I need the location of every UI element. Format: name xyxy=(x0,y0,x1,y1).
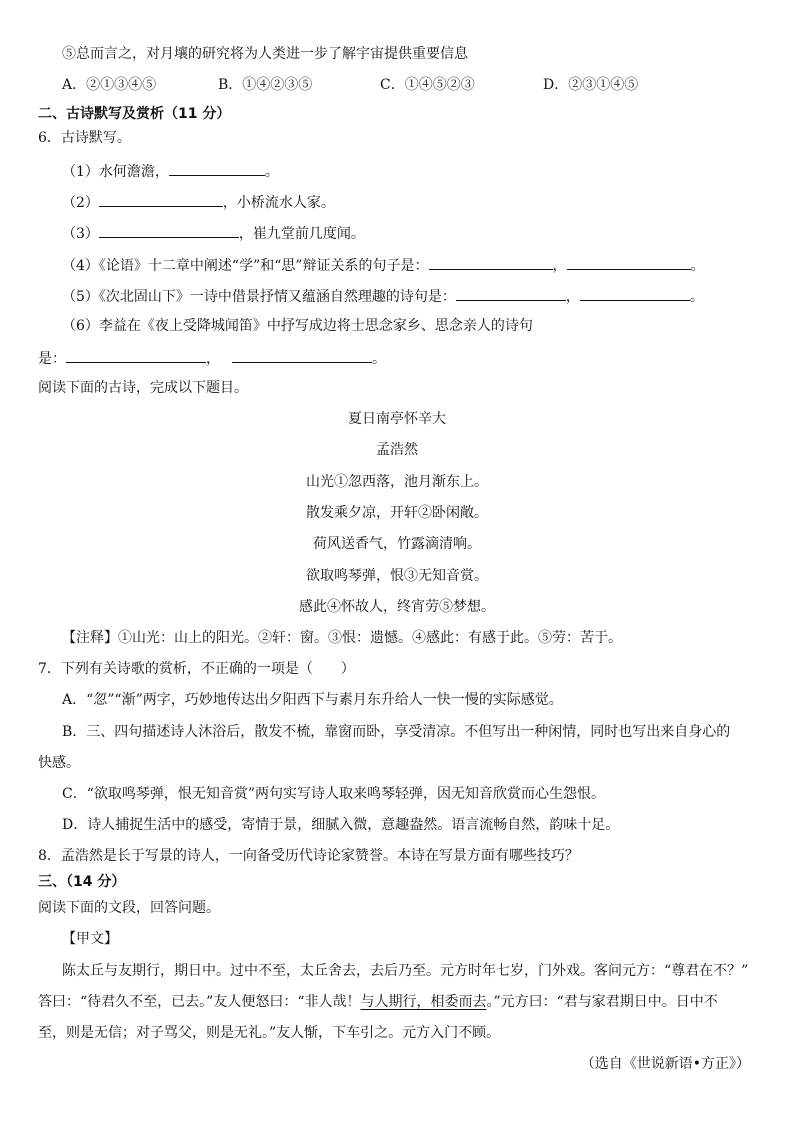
q5-item5: ⑤总而言之，对月壤的研究将为人类进一步了解宇宙提供重要信息 xyxy=(62,46,468,62)
answer-blank[interactable] xyxy=(456,285,566,301)
answer-blank[interactable] xyxy=(232,347,372,363)
q5-option-a[interactable]: A．②①③④⑤ xyxy=(62,77,157,93)
q6-line1: （1）水何澹澹， 。 xyxy=(62,160,279,182)
q5-option-c[interactable]: C．①④⑤②③ xyxy=(380,77,475,93)
q5-option-b[interactable]: B．①④②③⑤ xyxy=(218,77,313,93)
passage-source: （选自《世说新语•方正》） xyxy=(580,1056,750,1072)
q6-line6: （6）李益在《夜上受降城闻笛》中抒写成边将士思念家乡、思念亲人的诗句 xyxy=(62,318,533,334)
q7-option-b-cont: 快感。 xyxy=(38,755,80,771)
poem-author: 孟浩然 xyxy=(376,442,418,458)
q7-stem: 7．下列有关诗歌的赏析，不正确的一项是（ ） xyxy=(38,661,355,677)
q7-option-d[interactable]: D．诗人捕捉生活中的感受，寄情于景，细腻入微，意趣盎然。语言流畅自然，韵味十足。 xyxy=(62,817,620,833)
answer-blank[interactable] xyxy=(99,222,239,238)
passage-line-1: 陈太丘与友期行，期日中。过中不至，太丘舍去，去后乃至。元方时年七岁，门外戏。客问元方：“尊君在不？” xyxy=(62,963,749,979)
answer-blank[interactable] xyxy=(169,160,265,176)
q6-line5: （5）《次北固山下》一诗中借景抒情又蕴涵自然理趣的诗句是： ， 。 xyxy=(62,285,704,307)
q6-line6-answer: 是： ， 。 xyxy=(38,347,386,369)
q7-option-c[interactable]: C．“欲取鸣琴弹，恨无知音赏”两句实写诗人取来鸣琴轻弹，因无知音欣赏而心生怨恨。 xyxy=(62,786,606,802)
answer-blank[interactable] xyxy=(429,254,553,270)
q8-stem: 8．孟浩然是长于写景的诗人，一向备受历代诗论家赞誉。本诗在写景方面有哪些技巧？ xyxy=(38,848,579,864)
poem-line-5: 感此④怀故人，终宵劳⑤梦想。 xyxy=(299,599,495,615)
q6-line4: （4）《论语》十二章中阐述“学”和“思”辩证关系的句子是： ， 。 xyxy=(62,254,705,276)
poem-line-2: 散发乘夕凉，开轩②卧闲敞。 xyxy=(306,505,488,521)
answer-blank[interactable] xyxy=(567,254,691,270)
q6-stem: 6．古诗默写。 xyxy=(38,130,131,146)
section3-instruction: 阅读下面的文段，回答问题。 xyxy=(38,900,220,916)
poem-line-3: 荷风送香气，竹露滴清响。 xyxy=(313,536,481,552)
section3-heading: 三、（14 分） xyxy=(38,874,126,890)
passage-line-2: 答曰：“待君久不至，已去。”友人便怒曰：“非人哉！与人期行，相委而去。”元方曰：“君与家君期日中。日中不 xyxy=(38,994,718,1010)
answer-blank[interactable] xyxy=(66,347,206,363)
answer-blank[interactable] xyxy=(580,285,690,301)
underlined-phrase: 与人期行，相委而去 xyxy=(360,994,487,1010)
poem-line-4: 欲取鸣琴弹，恨③无知音赏。 xyxy=(306,568,488,584)
q7-option-a[interactable]: A．“忽”“渐”两字，巧妙地传达出夕阳西下与素月东升给人一快一慢的实际感觉。 xyxy=(62,692,563,708)
jia-label: 【甲文】 xyxy=(62,931,118,947)
q5-option-d[interactable]: D．②③①④⑤ xyxy=(543,77,639,93)
passage-line-3: 至，则是无信；对子骂父，则是无礼。”友人惭，下车引之。元方入门不顾。 xyxy=(38,1025,501,1041)
poem-line-1: 山光①忽西落，池月渐东上。 xyxy=(306,474,488,490)
q6-line3: （3） ，崔九堂前几度闻。 xyxy=(62,222,365,244)
section2-heading: 二、古诗默写及赏析（11 分） xyxy=(38,106,231,122)
q6-line2: （2） ，小桥流水人家。 xyxy=(62,191,335,213)
read-instruction: 阅读下面的古诗，完成以下题目。 xyxy=(38,380,248,396)
poem-title: 夏日南亭怀辛大 xyxy=(348,411,446,427)
answer-blank[interactable] xyxy=(99,191,223,207)
q7-option-b[interactable]: B．三、四句描述诗人沐浴后，散发不梳，靠窗而卧，享受清凉。不但写出一种闲情，同时也写出来自身心的 xyxy=(62,724,731,740)
poem-note: 【注释】①山光：山上的阳光。②轩：窗。③恨：遗憾。④感此：有感于此。⑤劳：苦于。 xyxy=(62,630,622,646)
